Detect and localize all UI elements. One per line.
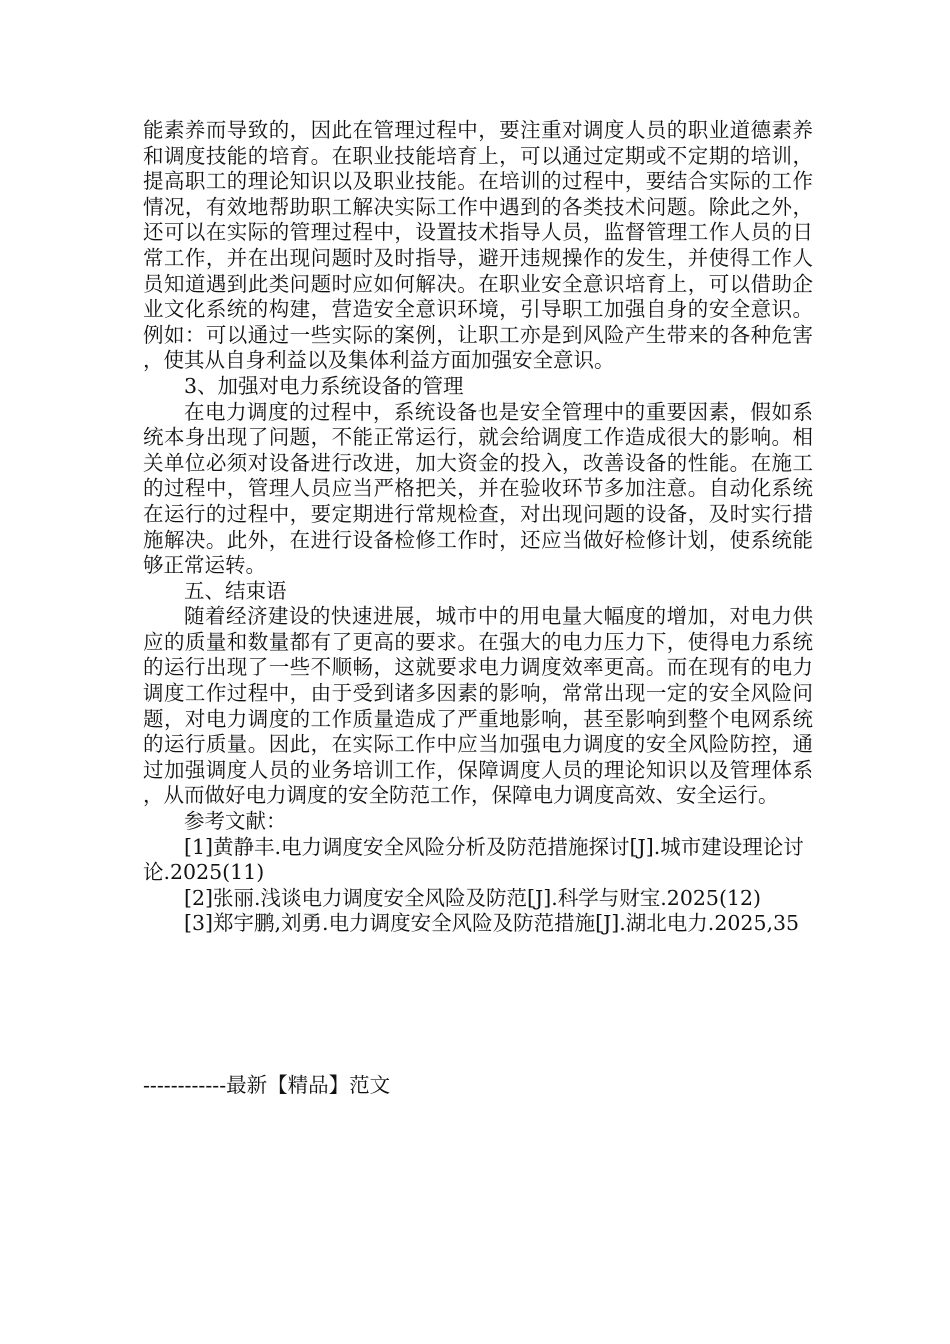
document-body — [143, 118, 813, 937]
reference-item-2: [2]张丽.浅谈电力调度安全风险及防范[J].科学与财宝.2025(12) — [184, 885, 762, 910]
paragraph-conclusion: 随着经济建设的快速进展，城市中的用电量大幅度的增加，对电力供应的质量和数量都有了更高的要求。在强大的电力压力下，使得电力系统的运行出现了一些不顺畅，这就要求电力调度效率更高。而在现有的电力调度工作过程中，由于受到诸多因素的影响，常常出现一定的安全风险问题，对电力调度的工作质量造成了严重地影响，甚至影响到整个电网系统的运行质量。因此，在实际工作中应当加强电力调度的安全风险防控，通过加强调度人员的业务培训工作，保障调度人员的理论知识以及管理体系，从而做好电力调度的安全防范工作，保障电力调度高效、安全运行。 — [143, 604, 813, 808]
section-heading-equipment: 3、加强对电力系统设备的管理 — [184, 373, 464, 398]
paragraph-equipment: 在电力调度的过程中，系统设备也是安全管理中的重要因素，假如系统本身出现了问题，不能正常运行，就会给调度工作造成很大的影响。相关单位必须对设备进行改进，加大资金的投入，改善设备的性能。在施工的过程中，管理人员应当严格把关，并在验收环节多加注意。自动化系统在运行的过程中，要定期进行常规检查，对出现问题的设备，及时实行措施解决。此外，在进行设备检修工作时，还应当做好检修计划，使系统能够正常运转。 — [143, 399, 813, 578]
paragraph-training: 能素养而导致的，因此在管理过程中，要注重对调度人员的职业道德素养和调度技能的培育。在职业技能培育上，可以通过定期或不定期的培训，提高职工的理论知识以及职业技能。在培训的过程中，要结合实际的工作情况，有效地帮助职工解决实际工作中遇到的各类技术问题。除此之外，还可以在实际的管理过程中，设置技术指导人员，监督管理工作人员的日常工作，并在出现问题时及时指导，避开违规操作的发生，并使得工作人员知道遇到此类问题时应如何解决。在职业安全意识培育上，可以借助企业文化系统的构建，营造安全意识环境，引导职工加强自身的安全意识。例如：可以通过一些实际的案例，让职工亦是到风险产生带来的各种危害，使其从自身利益以及集体利益方面加强安全意识。 — [143, 118, 813, 373]
section-heading-references: 参考文献： — [184, 809, 287, 834]
reference-item-1: [1]黄静丰.电力调度安全风险分析及防范措施探讨[J].城市建设理论讨论.2025(11) — [143, 834, 804, 885]
reference-item-3: [3]郑宇鹏,刘勇.电力调度安全风险及防范措施[J].湖北电力.2025,35 — [184, 911, 800, 936]
section-heading-conclusion: 五、结束语 — [184, 578, 287, 603]
page-footer: ------------最新【精品】范文 — [143, 1073, 391, 1097]
